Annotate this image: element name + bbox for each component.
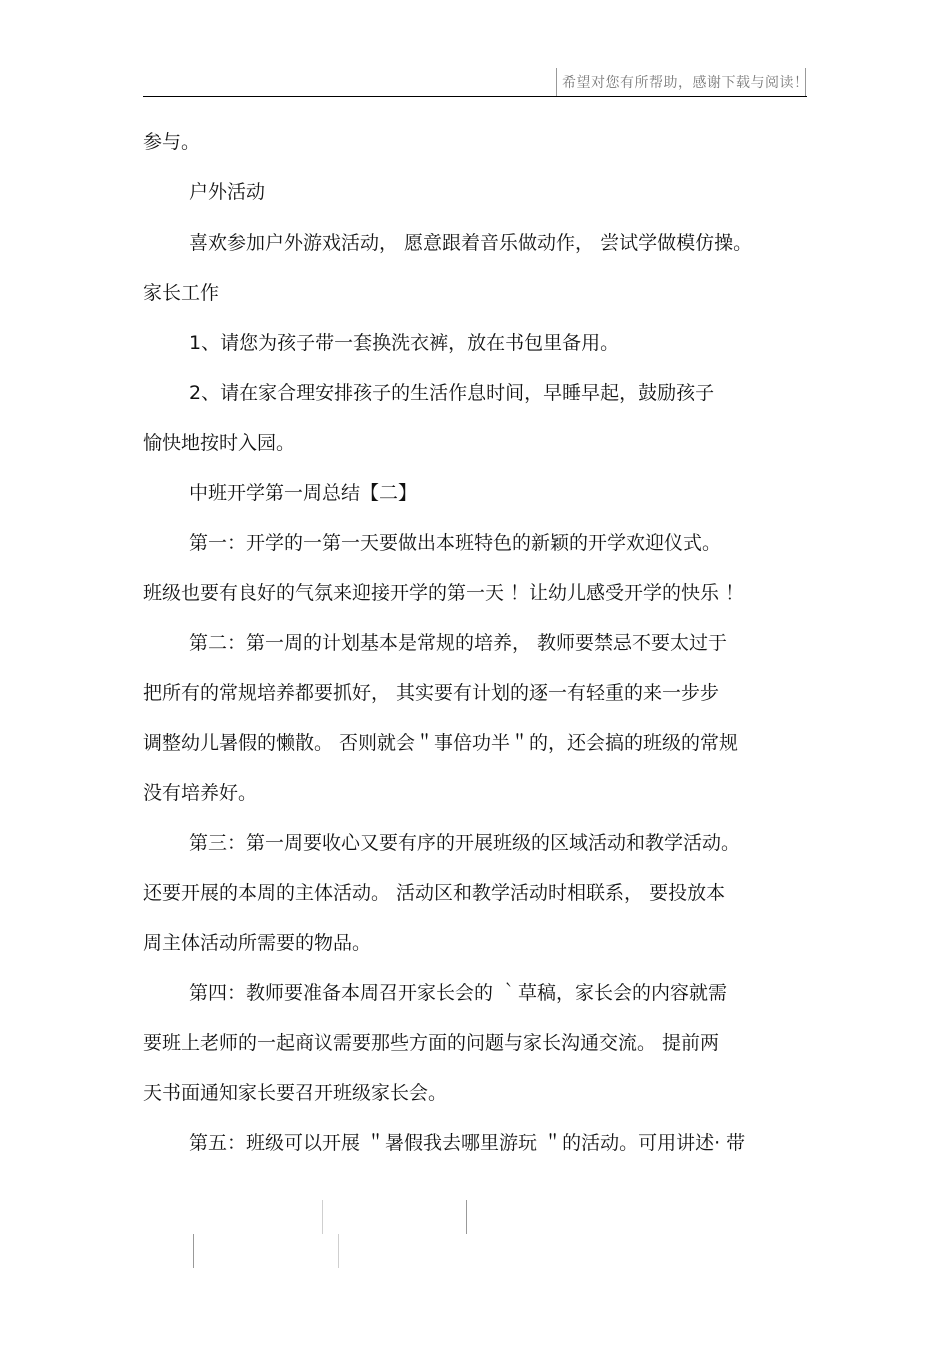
text-line: 把所有的常规培养都要抓好， 其实要有计划的逐一有轻重的来一步步 xyxy=(143,682,720,704)
text-line: 周主体活动所需要的物品。 xyxy=(143,932,372,954)
text-line: 第一：开学的一第一天要做出本班特色的新颖的开学欢迎仪式。 xyxy=(189,532,722,554)
text-line: 第二：第一周的计划基本是常规的培养， 教师要禁忌不要太过于 xyxy=(189,632,728,654)
text-line: 第四：教师要准备本周召开家长会的 ｀草稿，家长会的内容就需 xyxy=(189,982,728,1004)
text-line: 喜欢参加户外游戏活动， 愿意跟着音乐做动作， 尝试学做模仿操。 xyxy=(189,232,753,254)
text-line: 调整幼儿暑假的懒散。 否则就会＂事倍功半＂的，还会搞的班级的常规 xyxy=(143,732,739,754)
text-line: 天书面通知家长要召开班级家长会。 xyxy=(143,1082,448,1104)
text-line: 还要开展的本周的主体活动。 活动区和教学活动时相联系， 要投放本 xyxy=(143,882,726,904)
section-heading: 家长工作 xyxy=(143,282,220,304)
header-rule xyxy=(143,96,807,97)
scan-artifact-line xyxy=(466,1200,467,1234)
text-line: 参与。 xyxy=(143,131,201,153)
text-line: 班级也要有良好的气氛来迎接开学的第一天 ！让幼儿感受开学的快乐 ！ xyxy=(143,582,745,604)
header-note: 希望对您有所帮助，感谢下载与阅读！ xyxy=(562,75,809,91)
text-line: 2、请在家合理安排孩子的生活作息时间，早睡早起，鼓励孩子 xyxy=(189,382,715,404)
text-line: 没有培养好。 xyxy=(143,782,258,804)
text-line: 1、请您为孩子带一套换洗衣裤，放在书包里备用。 xyxy=(189,332,620,354)
text-line: 第三：第一周要收心又要有序的开展班级的区域活动和教学活动。 xyxy=(189,832,741,854)
scan-artifact-line xyxy=(338,1234,339,1268)
text-line: 愉快地按时入园。 xyxy=(143,432,296,454)
text-line: 要班上老师的一起商议需要那些方面的问题与家长沟通交流。 提前两 xyxy=(143,1032,720,1054)
text-line: 第五：班级可以开展 ＂暑假我去哪里游玩 ＂的活动。可用讲述· 带 xyxy=(189,1132,746,1154)
section-heading: 户外活动 xyxy=(189,181,266,203)
scan-artifact-line xyxy=(193,1234,194,1268)
scan-artifact-line xyxy=(322,1200,323,1234)
section-heading: 中班开学第一周总结【二】 xyxy=(189,482,418,504)
